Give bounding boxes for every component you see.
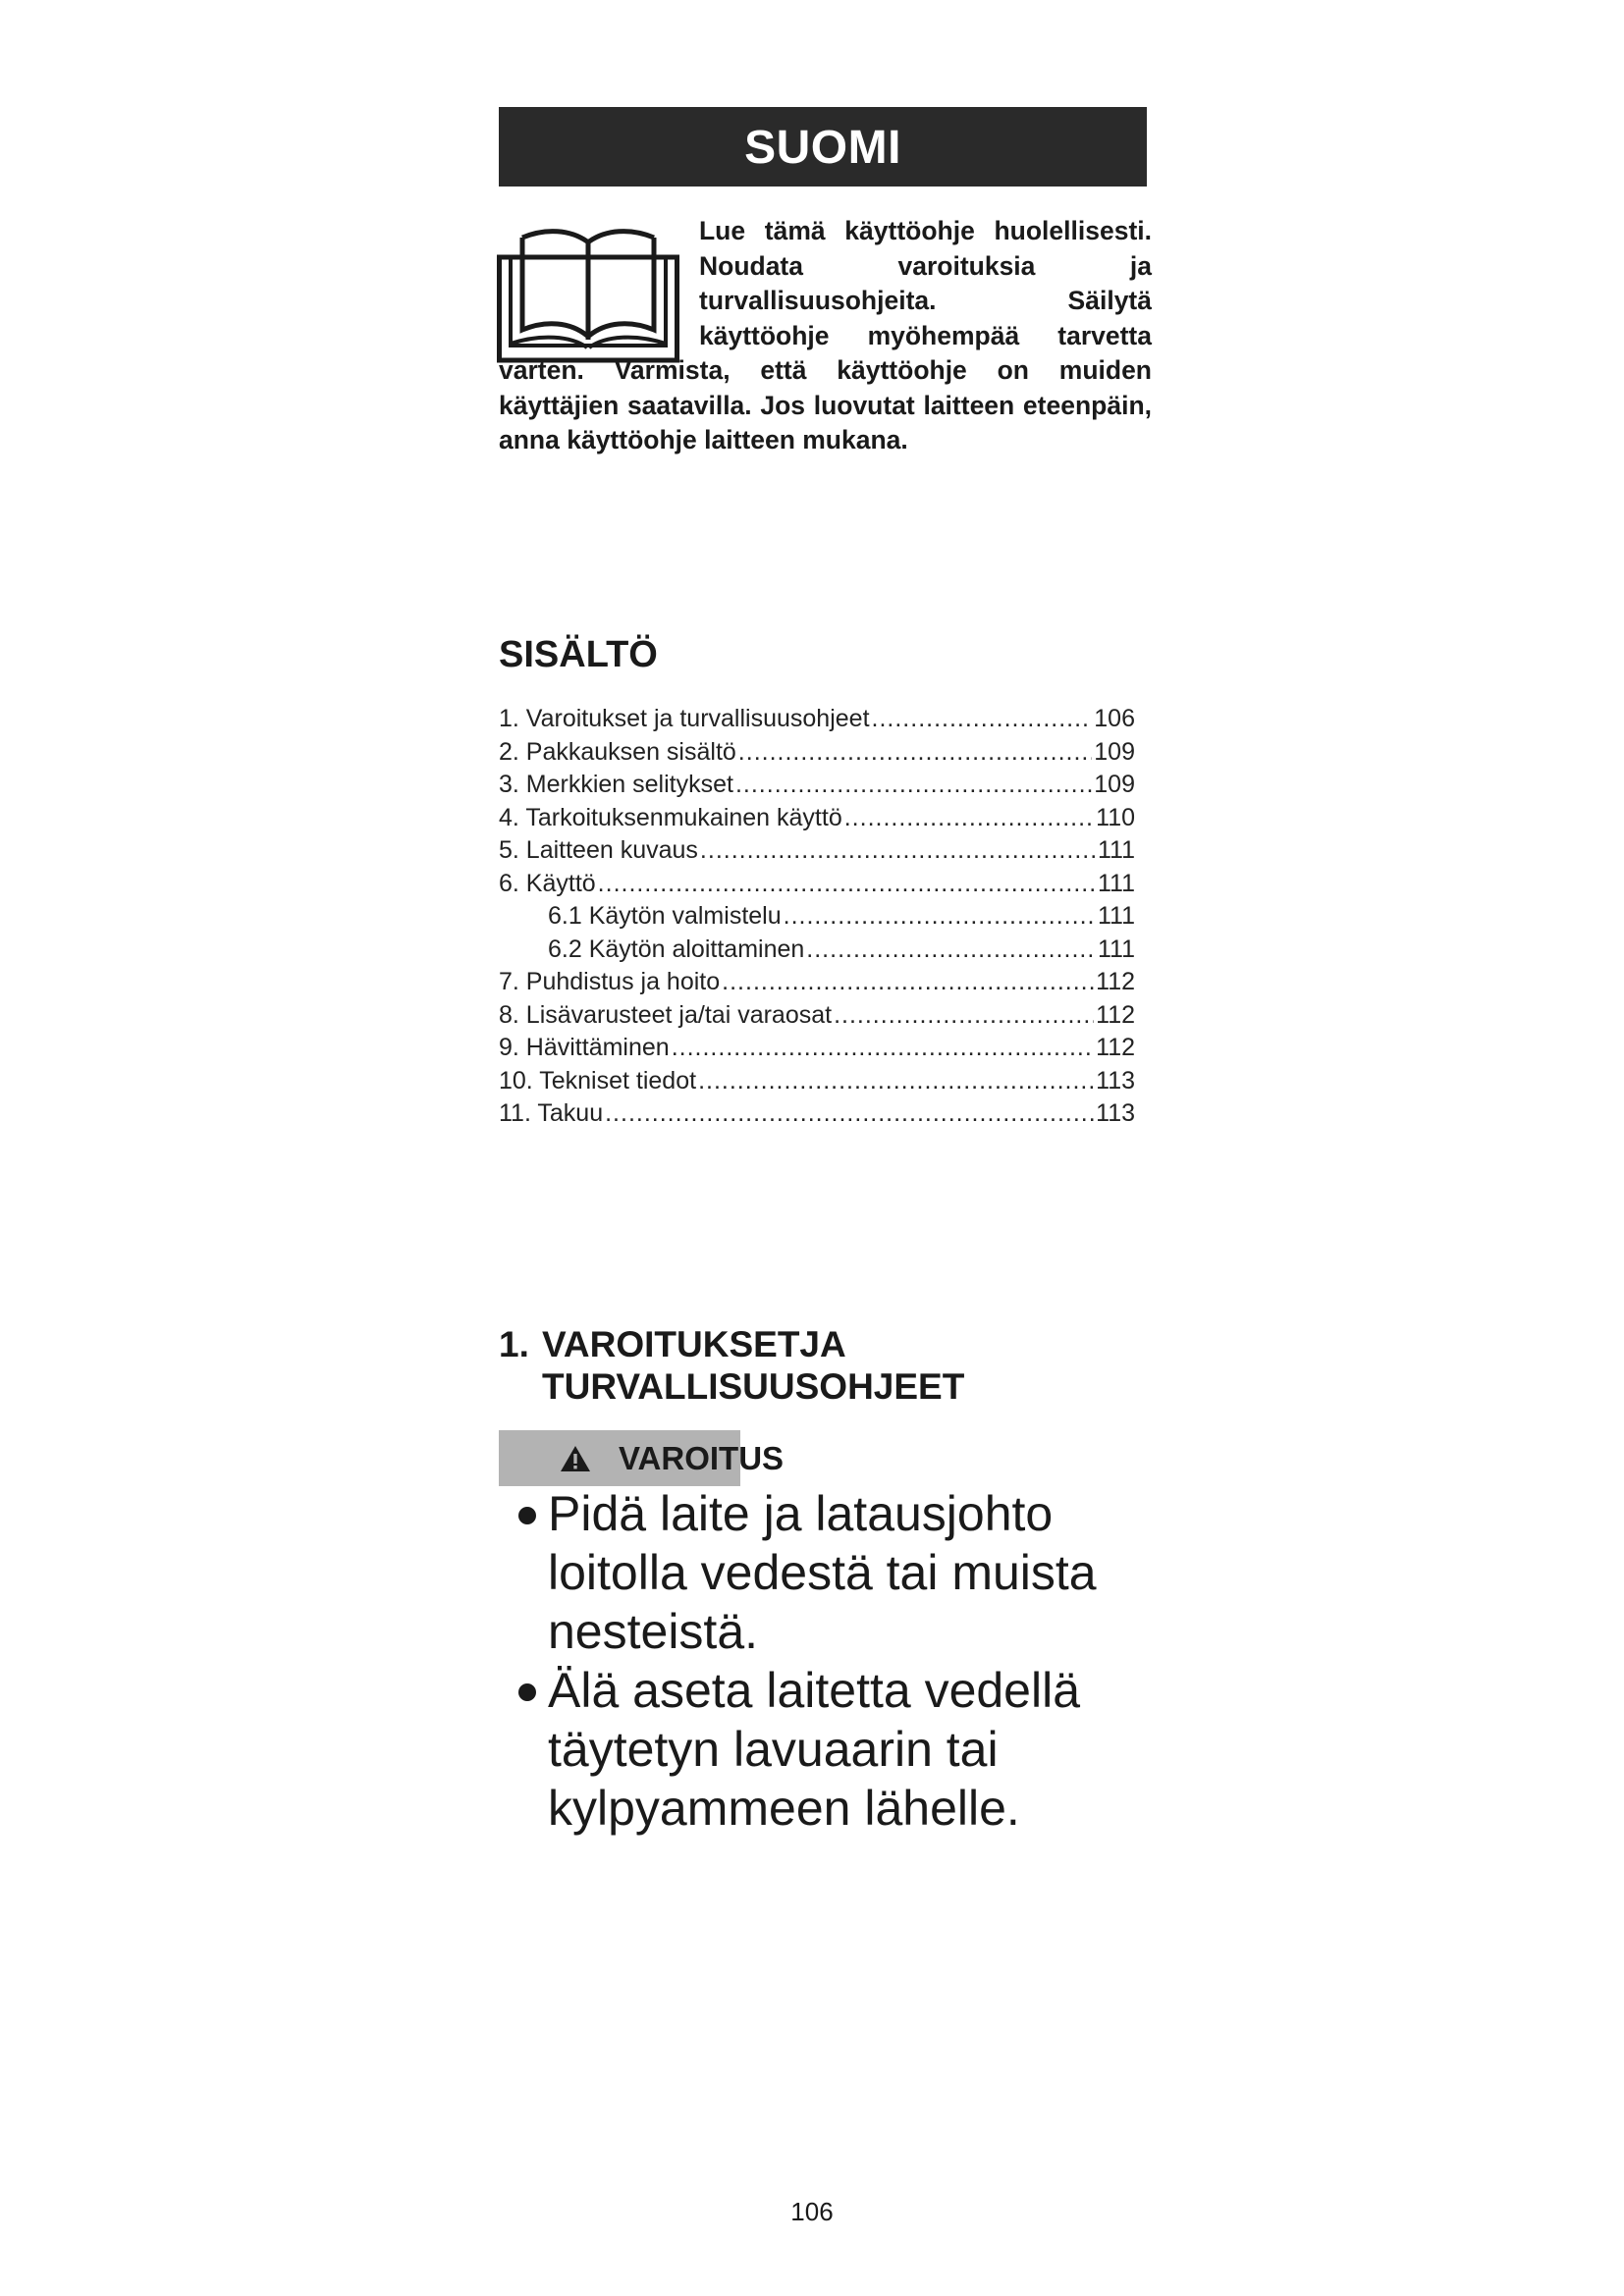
- section-title-text2: TURVALLISUUSOHJEET: [542, 1366, 965, 1407]
- toc-page: 113: [1096, 1066, 1135, 1095]
- toc-leader-dots: [700, 834, 1096, 868]
- page-number: 106: [790, 2197, 834, 2226]
- toc-label: 9. Hävittäminen: [499, 1034, 670, 1061]
- section-number: 1.: [499, 1324, 529, 1364]
- toc-leader-dots: [738, 736, 1092, 770]
- toc-page: 106: [1094, 705, 1135, 732]
- toc-row: [499, 868, 1135, 901]
- section-title-line1: [499, 1323, 1186, 1365]
- toc-page: 113: [1096, 1099, 1135, 1127]
- toc-page: 109: [1094, 737, 1135, 766]
- toc-row: [499, 999, 1135, 1033]
- toc-leader-dots: [672, 1032, 1094, 1065]
- bullet-item: [518, 1484, 1166, 1661]
- toc-label: 3. Merkkien selitykset: [499, 771, 733, 798]
- toc-leader-dots: [598, 868, 1096, 901]
- toc-label: 1. Varoitukset ja turvallisuusohjeet: [499, 705, 870, 732]
- toc-label: 2. Pakkauksen sisältö: [499, 737, 736, 766]
- toc-label: 5. Laitteen kuvaus: [499, 836, 698, 864]
- toc-page: 111: [1097, 934, 1135, 963]
- table-of-contents: [499, 703, 1135, 1131]
- toc-leader-dots: [872, 703, 1093, 736]
- toc-leader-dots: [722, 966, 1094, 999]
- toc-leader-dots: [806, 934, 1096, 967]
- toc-leader-dots: [784, 900, 1096, 934]
- toc-page: 111: [1097, 869, 1135, 897]
- toc-row: [499, 802, 1135, 835]
- language-title-bar: SUOMI: [499, 107, 1147, 187]
- toc-row: [499, 736, 1135, 770]
- toc-heading: SISÄLTÖ: [499, 634, 658, 675]
- toc-row: [499, 834, 1135, 868]
- toc-row: [499, 703, 1135, 736]
- intro-paragraph: [499, 214, 1152, 458]
- toc-label: 6.2 Käytön aloittaminen: [548, 934, 805, 963]
- toc-page: 109: [1094, 771, 1135, 798]
- bullet-text: Älä aseta laitetta vedellä täytetyn lavuaarin tai kylpyammeen lähelle.: [548, 1663, 1081, 1836]
- toc-leader-dots: [698, 1065, 1094, 1098]
- toc-page: 112: [1096, 968, 1135, 995]
- section-title: [499, 1323, 1186, 1408]
- toc-leader-dots: [605, 1097, 1094, 1131]
- toc-page: 112: [1096, 1034, 1135, 1061]
- toc-row: [499, 1032, 1135, 1065]
- icon-spacer: [499, 214, 699, 353]
- warning-bullets: [518, 1484, 1166, 1838]
- toc-label: 10. Tekniset tiedot: [499, 1066, 697, 1095]
- warning-text: VAROITUS: [619, 1440, 785, 1476]
- toc-row: [499, 966, 1135, 999]
- section-title-text1: VAROITUKSETJA: [542, 1324, 846, 1364]
- warning-label: [560, 1434, 784, 1483]
- toc-page: 112: [1096, 1000, 1135, 1029]
- toc-label: 4. Tarkoituksenmukainen käyttö: [499, 803, 842, 831]
- bullet-dot-icon: [518, 1507, 536, 1524]
- toc-leader-dots: [735, 769, 1092, 802]
- toc-page: 110: [1096, 803, 1135, 831]
- bullet-dot-icon: [518, 1683, 536, 1701]
- intro-text: Lue tämä käyttöohje huolellisesti. Noudata varoituksia ja turvallisuusohjeita. Säilytä käyttöohje myöhempää tarvetta varten. Varmista, että käyttöohje on muiden käyttäjien saatavilla. Jos luovutat laitteen eteenpäin, anna käyttöohje laitteen mukana.: [499, 216, 1152, 454]
- toc-row: [499, 769, 1135, 802]
- toc-label: 6. Käyttö: [499, 869, 596, 897]
- toc-label: 8. Lisävarusteet ja/tai varaosat: [499, 1000, 833, 1029]
- toc-label: 11. Takuu: [499, 1099, 604, 1127]
- toc-page: 111: [1097, 836, 1135, 864]
- toc-subrow: [499, 934, 1135, 967]
- toc-page: 111: [1097, 902, 1135, 930]
- toc-row: [499, 1065, 1135, 1098]
- toc-leader-dots: [834, 999, 1094, 1033]
- toc-subrow: [499, 900, 1135, 934]
- bullet-item: [518, 1661, 1166, 1838]
- toc-label: 7. Puhdistus ja hoito: [499, 968, 721, 995]
- warning-triangle-icon: [560, 1445, 591, 1472]
- toc-leader-dots: [844, 802, 1094, 835]
- toc-label: 6.1 Käytön valmistelu: [548, 902, 782, 930]
- toc-row: [499, 1097, 1135, 1131]
- bullet-text: Pidä laite ja latausjohto loitolla vedestä tai muista nesteistä.: [548, 1486, 1097, 1659]
